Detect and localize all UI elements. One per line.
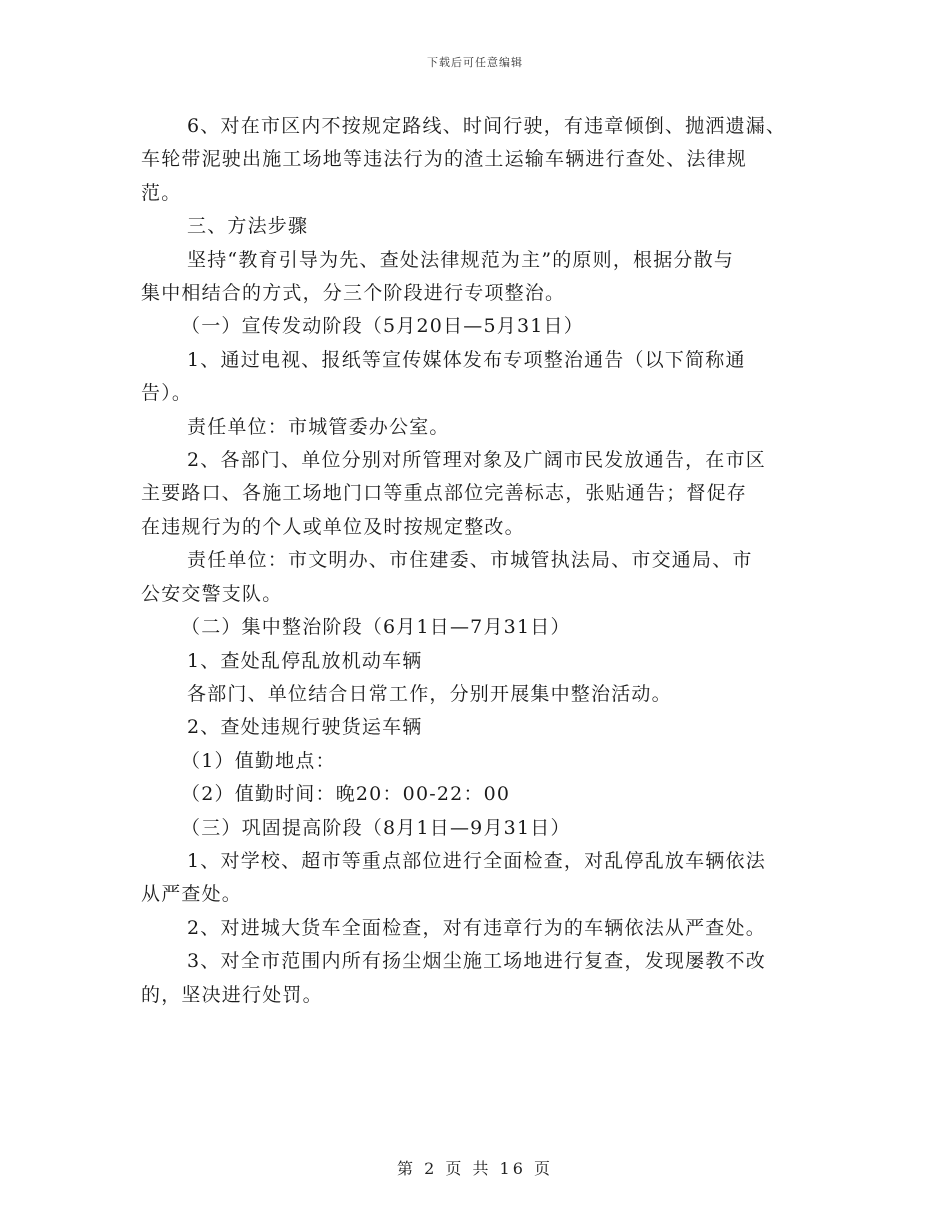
body-line: 1、对学校、超市等重点部位进行全面检查，对乱停乱放车辆依法 xyxy=(187,849,766,872)
body-line: （2）值勤时间：晚20：00-22：00 xyxy=(181,783,511,806)
body-line: 范。 xyxy=(141,181,182,204)
body-line: 3、对全市范围内所有扬尘烟尘施工场地进行复查，发现屡教不改 xyxy=(187,950,766,973)
body-line: 1、查处乱停乱放机动车辆 xyxy=(187,649,423,672)
body-line: 2、各部门、单位分别对所管理对象及广阔市民发放通告，在市区 xyxy=(187,449,766,472)
body-line: 6、对在市区内不按规定路线、时间行驶，有违章倾倒、抛洒遗漏、 xyxy=(187,115,787,137)
body-line: 主要路口、各施工场地门口等重点部位完善标志，张贴通告；督促存 xyxy=(141,482,748,505)
body-line: 各部门、单位结合日常工作，分别开展集中整治活动。 xyxy=(187,682,672,705)
body-line: 告）。 xyxy=(141,382,193,405)
body-line: 公安交警支队。 xyxy=(141,582,283,605)
body-line: 车轮带泥驶出施工场地等违法行为的渣土运输车辆进行查处、法律规 xyxy=(141,148,748,171)
body-line: 2、查处违规行驶货运车辆 xyxy=(187,716,423,739)
subsection-heading: （二）集中整治阶段（6月1日—7月31日） xyxy=(181,616,571,639)
body-line: 坚持“教育引导为先、查处法律规范为主”的原则，根据分散与 xyxy=(187,248,735,271)
body-line: 从严查处。 xyxy=(141,883,243,906)
body-line: 在违规行为的个人或单位及时按规定整改。 xyxy=(141,515,525,538)
body-line: 的，坚决进行处罚。 xyxy=(141,983,323,1006)
document-body xyxy=(141,110,821,1012)
subsection-heading: （三）巩固提高阶段（8月1日—9月31日） xyxy=(181,816,571,839)
body-line: 集中相结合的方式，分三个阶段进行专项整治。 xyxy=(141,282,566,305)
body-line: 责任单位：市城管委办公室。 xyxy=(187,415,450,438)
body-line: 1、通过电视、报纸等宣传媒体发布专项整治通告（以下简称通 xyxy=(187,348,746,371)
section-heading: 三、方法步骤 xyxy=(187,215,309,238)
subsection-heading: （一）宣传发动阶段（5月20日—5月31日） xyxy=(181,315,584,338)
body-line: 2、对进城大货车全面检查，对有违章行为的车辆依法从严查处。 xyxy=(187,916,766,939)
page-header: 下载后可任意编辑 xyxy=(427,56,523,69)
body-line: 责任单位：市文明办、市住建委、市城管执法局、市交通局、市 xyxy=(187,549,753,572)
body-line: （1）值勤地点： xyxy=(181,749,336,772)
page-footer: 第 2 页 共 16 页 xyxy=(397,1159,553,1178)
